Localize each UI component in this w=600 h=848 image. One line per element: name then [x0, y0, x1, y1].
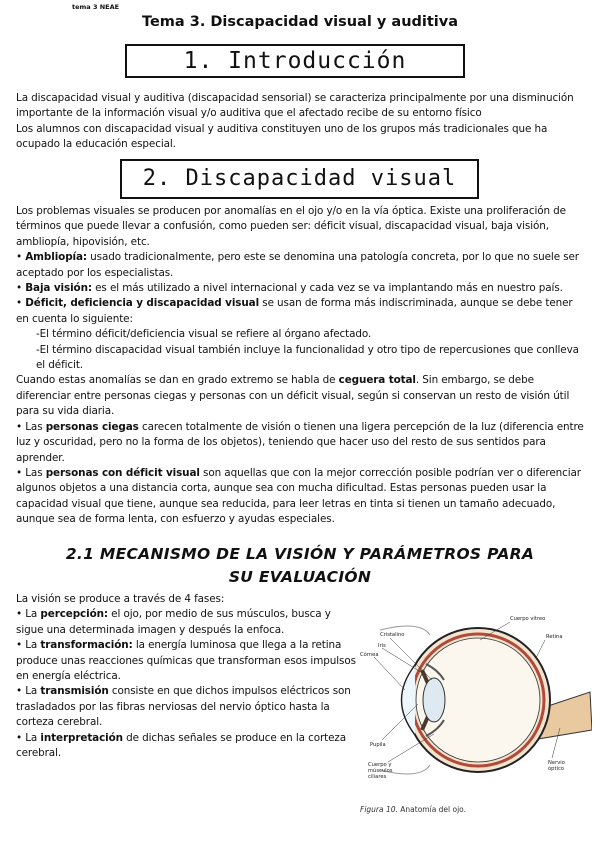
personas-deficit-item: • Las personas con déficit visual son aquellas que con la mejor corrección posible podrían ver o diferenciar algunos objetos a una distancia corta, aunque sea con mucha dificultad. Estas personas pueden usar la capacidad visual que tiene, aunque sea reducida, para leer letras en tinta si tienen un tamaño adecuado, aunque sea de forma lenta, con esfuerzo y ayudas especiales.: [16, 466, 581, 526]
ambliopia-item: • Ambliopía: usado tradicionalmente, pero este se denomina una patología concreta, por lo que no suele ser aceptado por los especialistas.: [16, 251, 579, 279]
label-retina: Retina: [546, 634, 563, 640]
in-pre: La: [25, 731, 41, 744]
figure-caption-number: Figura 10.: [360, 805, 398, 814]
ceguera-pre: Cuando estas anomalías se dan en grado extremo se habla de: [16, 374, 339, 387]
section2-body: [16, 204, 588, 528]
section21-heading-line1: 2.1 MECANISMO DE LA VISIÓN Y PARÁMETROS PARA: [65, 545, 535, 563]
personas-deficit-text: son aquellas que con la mejor corrección posible podrían ver o diferenciar algunos objetos a una distancia corta, aunque sea con mucha dificultad. Estas personas pueden usar la capacidad visual que tiene, aunque sea reducida, para leer letras en tinta si tienen un tamaño adecuado, aunque sea de forma lenta, con esfuerzo y ayudas especiales.: [16, 466, 581, 526]
pd-pre: Las: [25, 466, 46, 479]
sub-point-2: -El término discapacidad visual también incluye la funcionalidad y otro tipo de repercusiones que conlleva el déficit.: [36, 343, 579, 372]
figure-caption-text: Anatomía del ojo.: [397, 805, 467, 814]
personas-ciegas-text: carecen totalmente de visión o tienen una ligera percepción de la luz (diferencia entre luz y oscuridad, pero no la forma de los objetos), teniendo que hacer uso del resto de sus sentidos para aprender.: [16, 420, 584, 464]
section21-body: [16, 592, 361, 761]
pc-pre: Las: [25, 420, 46, 433]
figure-caption: [360, 805, 466, 814]
transmision-term: transmisión: [40, 685, 109, 698]
phases-intro: La visión se produce a través de 4 fases:: [16, 593, 225, 605]
sub-point-1: -El término déficit/deficiencia visual se refiere al órgano afectado.: [36, 328, 372, 341]
section1-body: [16, 91, 586, 153]
percepcion-term: percepción:: [40, 608, 108, 621]
intro-paragraph-1: La discapacidad visual y auditiva (discapacidad sensorial) se caracteriza principalmente por una disminución importante de la información visual y/o auditiva que el afectado recibe de su entorno físico: [16, 92, 574, 120]
label-cuerpo-musculos: Cuerpo y músculos ciliares: [368, 762, 393, 780]
phase-transformacion: • La transformación: la energía luminosa que llega a la retina produce unas reacciones químicas que transforman esos impulsos en energía eléctrica.: [16, 639, 356, 683]
phase-interpretacion: • La interpretación de dichas señales se produce en la corteza cerebral.: [16, 731, 347, 760]
deficit-text: se usan de forma más indiscriminada, aunque se debe tener en cuenta lo siguiente:: [16, 297, 573, 325]
interpretacion-term: interpretación: [40, 731, 123, 744]
label-iris: Iris: [378, 643, 386, 649]
label-cornea: Córnea: [360, 652, 379, 658]
ceguera-post: . Sin embargo, se debe diferenciar entre personas ciegas y personas con un déficit visual, según si conservan un resto de visión útil para su vida diaria.: [16, 374, 570, 418]
deficit-item: • Déficit, deficiencia y discapacidad visual se usan de forma más indiscriminada, aunque se debe tener en cuenta lo siguiente:: [16, 297, 573, 325]
baja-vision-text: es el más utilizado a nivel internacional y cada vez se va implantando más en nuestro país.: [91, 282, 563, 295]
percepcion-text: el ojo, por medio de sus músculos, busca y sigue una determinada imagen y después la enfoca.: [16, 608, 331, 636]
intro-paragraph-2: Los alumnos con discapacidad visual y auditiva constituyen uno de los grupos más tradicionales que ha ocupado la educación especial.: [16, 122, 548, 151]
ceguera-paragraph: [16, 373, 588, 419]
section2-heading-text: 2. Discapacidad visual: [142, 166, 457, 191]
topic-title: Tema 3. Discapacidad visual y auditiva: [142, 14, 458, 30]
baja-vision-term: Baja visión:: [25, 282, 92, 295]
personas-ciegas-term: personas ciegas: [45, 420, 139, 433]
section21-heading-line2: SU EVALUACIÓN: [228, 568, 372, 586]
per-pre: La: [25, 608, 41, 621]
ceguera-term: ceguera total: [338, 374, 416, 387]
ambliopia-text: usado tradicionalmente, pero este se denomina una patología concreta, por lo que no suele ser aceptado por los especialistas.: [16, 251, 579, 279]
section2-heading: [120, 159, 479, 199]
personas-ciegas-item: • Las personas ciegas carecen totalmente de visión o tienen una ligera percepción de la luz (diferencia entre luz y oscuridad, pero no la forma de los objetos), teniendo que hacer uso del resto de sus sentidos para aprender.: [16, 420, 584, 464]
corner-tag: tema 3 NEAE: [72, 3, 120, 11]
label-cristalino: Cristalino: [380, 632, 405, 638]
section1-heading: [125, 44, 465, 78]
label-pupila: Pupila: [370, 742, 386, 748]
baja-vision-item: • Baja visión: es el más utilizado a nivel internacional y cada vez se va implantando más en nuestro país.: [16, 282, 563, 295]
ambliopia-term: Ambliopía:: [25, 251, 87, 264]
personas-deficit-term: personas con déficit visual: [45, 466, 200, 479]
eye-anatomy-figure: [360, 600, 592, 825]
transformacion-term: transformación:: [40, 639, 133, 652]
deficit-term: Déficit, deficiencia y discapacidad visual: [25, 297, 260, 310]
label-nervio-optico: Nervio óptico: [548, 760, 565, 772]
interpretacion-text: de dichas señales se produce en la corteza cerebral.: [16, 731, 347, 760]
transformacion-text: la energía luminosa que llega a la retina produce unas reacciones químicas que transforman esos impulsos en energía eléctrica.: [16, 639, 356, 683]
section2-intro: Los problemas visuales se producen por anomalías en el ojo y/o en la vía óptica. Existe una proliferación de términos que puede llevar a confusión, como pueden ser: déficit visual, discapacidad visual, baja visión, ambliopía, hipovisión, etc.: [16, 205, 566, 248]
phase-percepcion: • La percepción: el ojo, por medio de sus músculos, busca y sigue una determinada imagen y después la enfoca.: [16, 608, 331, 636]
label-cuerpo-vitreo: Cuerpo vítreo: [510, 616, 546, 622]
ts-pre: La: [25, 685, 41, 698]
transmision-text: consiste en que dichos impulsos eléctricos son trasladados por las fibras nerviosas del nervio óptico hasta la corteza cerebral.: [16, 685, 351, 729]
phase-transmision: • La transmisión consiste en que dichos impulsos eléctricos son trasladados por las fibras nerviosas del nervio óptico hasta la corteza cerebral.: [16, 685, 351, 729]
section1-heading-text: 1. Introducción: [183, 48, 407, 74]
tr-pre: La: [25, 639, 41, 652]
